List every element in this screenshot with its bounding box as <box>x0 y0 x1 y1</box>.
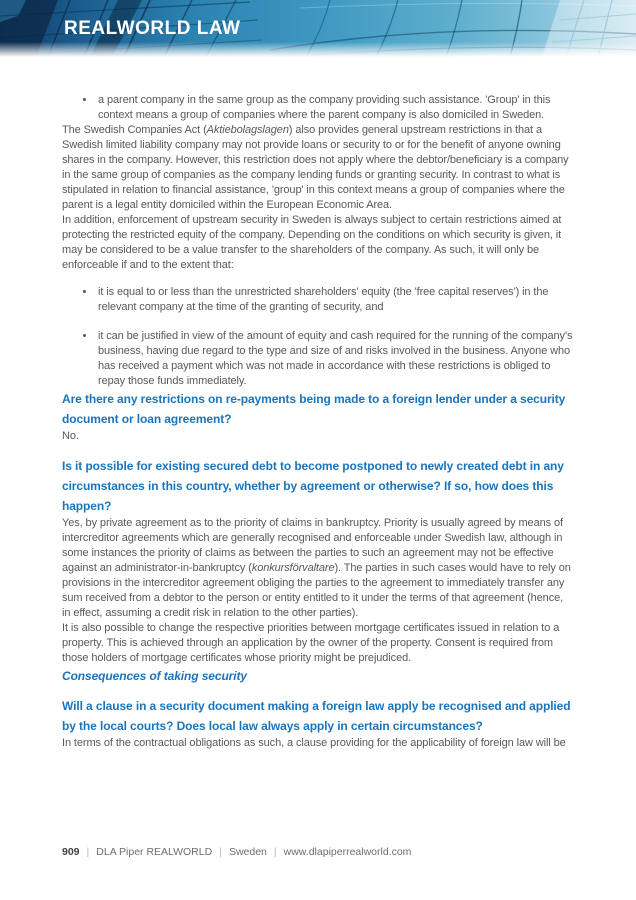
answer-no: No. <box>62 430 79 442</box>
footer-brand: DLA Piper REALWORLD <box>96 846 213 858</box>
paragraph-mortgage-certificates: It is also possible to change the respective priorities between mortgage certificates issued in relation to a property. This is achieved through an application by the owner of the property. Consent is required from those holders of mortgage certificates whose priority might be prejudiced. <box>62 622 560 664</box>
question-repayments: Are there any restrictions on re-payments being made to a foreign lender under a security document or loan agreement? <box>62 392 566 426</box>
paragraph-text: The Swedish Companies Act ( <box>62 124 207 136</box>
document-body <box>0 57 636 751</box>
bullet-list-group-definition <box>62 93 574 123</box>
bullet-item: • it is equal to or less than the unrestricted shareholders' equity (the 'free capital reserves') in the relevant company at the time of the granting of security, and <box>96 285 574 315</box>
bullet-item: • a parent company in the same group as the company providing such assistance. 'Group' in this context means a group of companies where the parent company is also domiciled in Sweden. <box>96 93 574 123</box>
header-banner <box>0 0 636 57</box>
paragraph-intercreditor <box>62 516 574 621</box>
paragraph-companies-act <box>62 123 574 213</box>
footer-url[interactable]: www.dlapiperrealworld.com <box>283 846 412 858</box>
paragraph-text: ) also provides general upstream restrictions in that a Swedish limited liability company may not provide loans or security to or for the benefit of anyone owning shares in the company. However, this restriction does not apply where the debtor/beneficiary is a company in the same group of companies as the company lending funds or granting security. In contrast to what is stipulated in relation to financial assistance, 'group' in this context means a group of companies where the parent is a legal entity domiciled within the European Economic Area. <box>62 124 569 211</box>
paragraph-contractual-obligations: In terms of the contractual obligations as such, a clause providing for the applicability of foreign law will be <box>62 737 566 749</box>
section-heading-consequences: Consequences of taking security <box>62 669 247 683</box>
italic-term-aktiebolagslagen: Aktiebolagslagen <box>206 124 289 136</box>
footer-separator: | <box>219 846 222 858</box>
paragraph-text: ). The parties in such cases would have to rely on provisions in the intercreditor agreement obliging the parties to the agreement to immediately transfer any sum received from a debtor to the person or entity entitled to it under the terms of that agreement (hence, in effect, assuming a credit risk in relation to the other parties). <box>62 562 571 619</box>
paragraph-upstream-security: In addition, enforcement of upstream security in Sweden is always subject to certain restrictions aimed at protecting the restricted equity of the company. Depending on the conditions on which security is given, it may be considered to be a value transfer to the shareholders of the company. As such, it will only be enforceable if and to the extent that: <box>62 214 562 271</box>
footer-separator: | <box>86 846 90 858</box>
footer-separator: | <box>273 846 277 858</box>
question-foreign-law: Will a clause in a security document making a foreign law apply be recognised and applied by the local courts? Does local law always apply in certain circumstances? <box>62 699 571 733</box>
italic-term-konkursforvaltare: konkursförvaltare <box>251 562 335 574</box>
bullet-item: • it can be justified in view of the amount of equity and cash required for the running of the company's business, having due regard to the type and size of and risks involved in the business. Anyone who has received a payment which was not made in accordance with these restrictions is obliged to repay those funds immediately. <box>96 329 574 389</box>
page-footer <box>62 845 411 859</box>
page-number: 909 <box>62 846 80 858</box>
bullet-list-enforceability <box>62 285 574 389</box>
footer-country: Sweden <box>228 846 267 858</box>
paragraph-text: Yes, by private agreement as to the priority of claims in bankruptcy. Priority is usually agreed by means of intercreditor agreements which are generally recognised and enforceable under Swedish law, although in some instances the priority of claims as between the parties to such an agreement may not be effective against an administrator-in-bankruptcy ( <box>62 517 563 574</box>
brand-title: REALWORLD LAW <box>64 18 241 39</box>
question-postponed-debt: Is it possible for existing secured debt to become postponed to newly created debt in any circumstances in this country, whether by agreement or otherwise? If so, how does this happen? <box>62 459 564 513</box>
